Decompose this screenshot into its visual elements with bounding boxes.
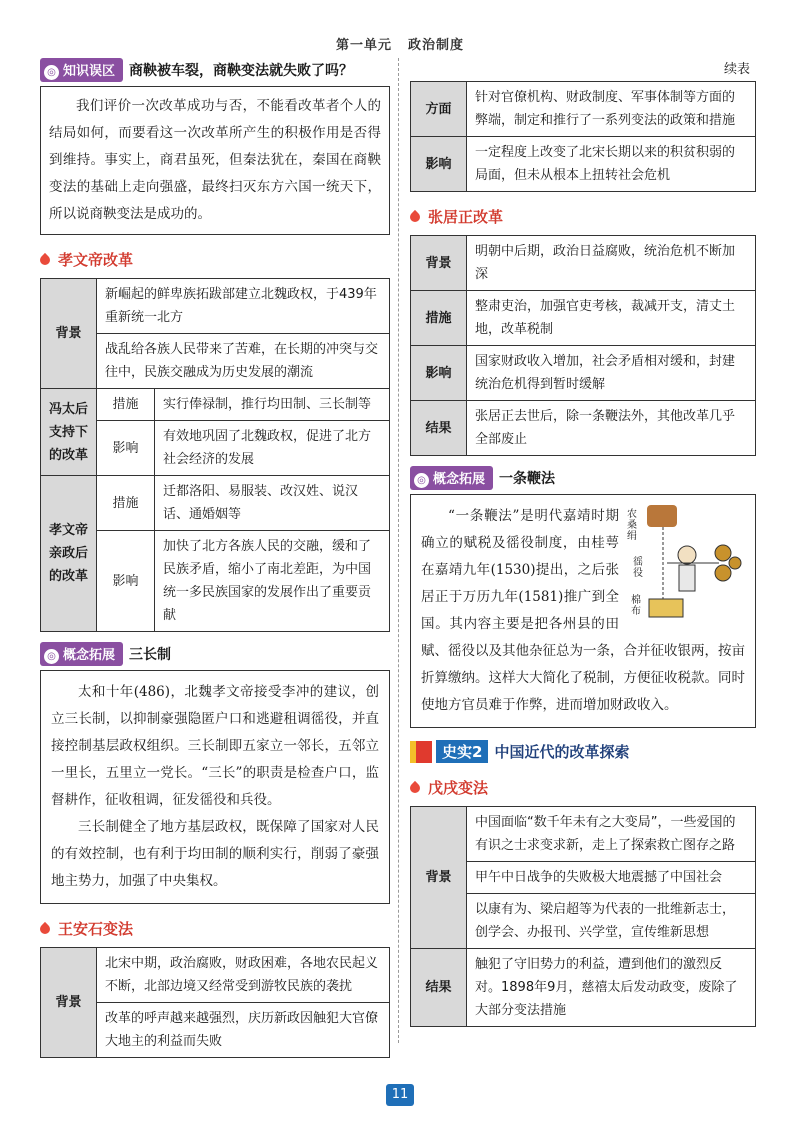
topic-label: 政治制度 xyxy=(408,38,465,53)
xiaowen-table xyxy=(40,278,390,632)
shishi-heading: 史实2 中国近代的改革探索 xyxy=(410,740,756,763)
image-label: 农桑绢 xyxy=(627,509,637,542)
xiaowen-title: 孝文帝改革 xyxy=(40,249,390,270)
image-label: 棉布 xyxy=(631,595,641,617)
row-label: 影响 xyxy=(411,137,467,192)
wuxu-table xyxy=(410,806,756,1027)
table-cell: 改革的呼声越来越强烈，庆历新政因触犯大官僚大地主的利益而失败 xyxy=(97,1003,390,1058)
misconception-title: 商鞅被车裂，商鞅变法就失败了吗？ xyxy=(129,63,354,79)
row-label: 方面 xyxy=(411,82,467,137)
paragraph: “一条鞭法”是明代嘉靖时期确立的赋税及徭役制度，由桂萼在嘉靖九年(1530)提出，之后张居正于万历九年(1581)推广到全国。其内容主要是把各州县的田赋、徭役以及其他杂征总为一条，合并征收银两，按亩折算缴纳。这样大大简化了税制，方便征收税款。同时使地方官员难于作弊，进而增加财政收入。 xyxy=(421,508,745,713)
row-label: 结果 xyxy=(411,949,467,1027)
info-icon: ◎ xyxy=(44,65,59,80)
info-icon: ◎ xyxy=(44,649,59,664)
table-cell: 以康有为、梁启超等为代表的一批维新志士，创学会、办报刊、兴学堂，宣传维新思想 xyxy=(467,894,756,949)
left-column xyxy=(40,58,390,1058)
yitiao-box xyxy=(410,466,756,728)
paragraph: 三长制健全了地方基层政权，既保障了国家对人民的有效控制，也有利于均田制的顺利实行，削弱了豪强地主势力，加强了中央集权。 xyxy=(51,819,379,889)
concept-tag: ◎ 概念拓展 xyxy=(40,642,123,666)
sub-label: 措施 xyxy=(97,389,155,421)
wanganshi-title: 王安石变法 xyxy=(40,918,390,939)
table-cell: 中国面临“数千年未有之大变局”，一些爱国的有识之士求变求新，走上了探索救亡图存之路 xyxy=(467,807,756,862)
sanzhang-body xyxy=(40,670,390,904)
wanganshi-continued-table xyxy=(410,81,756,192)
concept-title: 三长制 xyxy=(129,647,172,663)
row-label: 背景 xyxy=(411,807,467,949)
table-cell: 战乱给各族人民带来了苦难，在长期的冲突与交往中，民族交融成为历史发展的潮流 xyxy=(97,334,390,389)
tax-illustration xyxy=(627,503,745,623)
leaf-icon xyxy=(38,252,52,266)
table-cell: 加快了北方各族人民的交融，缓和了民族矛盾，缩小了南北差距，为中国统一多民族国家的发展作出了重要贡献 xyxy=(155,531,390,632)
zhangjuzheng-title: 张居正改革 xyxy=(410,206,756,227)
row-label: 背景 xyxy=(411,236,467,291)
concept-tag: ◎ 概念拓展 xyxy=(410,466,493,490)
zhangjuzheng-table xyxy=(410,235,756,456)
table-cell: 张居正去世后，除一条鞭法外，其他改革几乎全部废止 xyxy=(467,401,756,456)
unit-label: 第一单元 xyxy=(335,38,392,53)
table-cell: 一定程度上改变了北宋长期以来的积贫积弱的局面，但未从根本上扭转社会危机 xyxy=(467,137,756,192)
yitiao-body xyxy=(410,494,756,728)
table-cell: 明朝中后期，政治日益腐败，统治危机不断加深 xyxy=(467,236,756,291)
table-cell: 触犯了守旧势力的利益，遭到他们的激烈反对。1898年9月，慈禧太后发动政变，废除了大部分变法措施 xyxy=(467,949,756,1027)
row-label: 影响 xyxy=(411,346,467,401)
right-column xyxy=(410,58,756,1027)
page-number: 11 xyxy=(386,1084,414,1106)
misconception-box xyxy=(40,58,390,235)
table-cell: 有效地巩固了北魏政权，促进了北方社会经济的发展 xyxy=(155,421,390,476)
row-label: 背景 xyxy=(41,948,97,1058)
table-cell: 国家财政收入增加，社会矛盾相对缓和，封建统治危机得到暂时缓解 xyxy=(467,346,756,401)
continued-label: 续表 xyxy=(723,62,750,77)
image-label: 徭役 xyxy=(633,557,643,579)
page-header xyxy=(0,34,800,53)
table-cell: 迁都洛阳、易服装、改汉姓、说汉话、通婚姻等 xyxy=(155,476,390,531)
tax-illustration-svg xyxy=(627,503,745,623)
info-icon: ◎ xyxy=(414,473,429,488)
sub-label: 措施 xyxy=(97,476,155,531)
wuxu-title: 戊戌变法 xyxy=(410,777,756,798)
leaf-icon xyxy=(38,921,52,935)
misconception-tag: ◎ 知识误区 xyxy=(40,58,123,82)
misconception-body: 我们评价一次改革成功与否，不能看改革者个人的结局如何，而要看这一次改革所产生的积极作用是否得到维持。事实上，商君虽死，但秦法犹在，秦国在商鞅变法的基础上走向强盛，最终扫灭东方六国一统天下，所以说商鞅变法是成功的。 xyxy=(40,86,390,235)
column-divider xyxy=(398,58,399,1043)
table-cell: 针对官僚机构、财政制度、军事体制等方面的弊端，制定和推行了一系列变法的政策和措施 xyxy=(467,82,756,137)
sub-label: 影响 xyxy=(97,421,155,476)
leaf-icon xyxy=(408,780,422,794)
leaf-icon xyxy=(408,209,422,223)
paragraph: 太和十年(486)，北魏孝文帝接受李冲的建议，创立三长制，以抑制豪强隐匿户口和逃避租调徭役，并直接控制基层政权组织。三长制即五家立一邻长，五邻立一里长，五里立一党长。“三长”的职责是检查户口，监督耕作，征收租调，征发徭役和兵役。 xyxy=(51,684,379,808)
concept-title: 一条鞭法 xyxy=(499,471,556,487)
sub-label: 影响 xyxy=(97,531,155,632)
table-cell: 甲午中日战争的失败极大地震撼了中国社会 xyxy=(467,862,756,894)
table-cell: 北宋中期，政治腐败，财政困难，各地农民起义不断，北部边境又经常受到游牧民族的袭扰 xyxy=(97,948,390,1003)
sanzhang-box xyxy=(40,642,390,904)
book-icon xyxy=(410,741,432,763)
row-label: 措施 xyxy=(411,291,467,346)
wanganshi-table xyxy=(40,947,390,1058)
row-label: 背景 xyxy=(41,279,97,389)
table-cell: 新崛起的鲜卑族拓跋部建立北魏政权，于439年重新统一北方 xyxy=(97,279,390,334)
row-label: 冯太后支持下的改革 xyxy=(41,389,97,476)
table-cell: 实行俸禄制，推行均田制、三长制等 xyxy=(155,389,390,421)
row-label: 结果 xyxy=(411,401,467,456)
table-cell: 整肃吏治，加强官吏考核，裁减开支，清丈土地，改革税制 xyxy=(467,291,756,346)
row-label: 孝文帝亲政后的改革 xyxy=(41,476,97,632)
